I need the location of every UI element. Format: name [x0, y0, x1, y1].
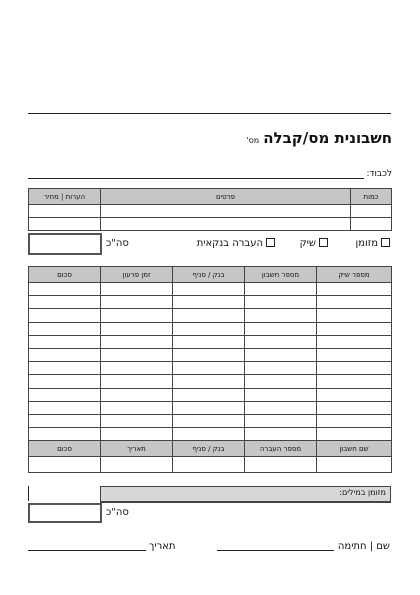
check-number-cell[interactable] [317, 401, 392, 414]
amount-cell[interactable] [29, 414, 101, 427]
col-header-transfer-bank-branch: בנק / סניף [173, 441, 245, 457]
col-header-due-date: זמן פרעון [101, 267, 173, 283]
bank-transfer-label: העברה בנקאית [196, 238, 263, 249]
amount-cell[interactable] [29, 335, 101, 348]
due-date-cell[interactable] [101, 309, 173, 322]
due-date-cell[interactable] [101, 322, 173, 335]
due-date-cell[interactable] [101, 283, 173, 296]
bank-transfer-checkbox[interactable] [266, 238, 275, 247]
table-row [29, 457, 392, 473]
amount-cell[interactable] [29, 283, 101, 296]
amount-cell[interactable] [29, 428, 101, 441]
payment-option-bank-transfer[interactable] [197, 238, 275, 249]
check-number-cell[interactable] [317, 375, 392, 388]
account-number-cell[interactable] [245, 348, 317, 361]
due-date-cell[interactable] [101, 296, 173, 309]
account-number-cell[interactable] [245, 457, 317, 473]
checks-table [28, 266, 392, 473]
bank-branch-cell[interactable] [173, 296, 245, 309]
recipient-field[interactable] [28, 178, 364, 179]
bank-branch-cell[interactable] [173, 283, 245, 296]
check-number-cell[interactable] [317, 388, 392, 401]
date-field[interactable] [28, 550, 146, 551]
col-header-amount: סכום [29, 267, 101, 283]
due-date-cell[interactable] [101, 348, 173, 361]
top-rule [28, 113, 391, 114]
document-title [246, 128, 392, 147]
check-number-cell[interactable] [317, 309, 392, 322]
bank-branch-cell[interactable] [173, 375, 245, 388]
account-number-cell[interactable] [245, 428, 317, 441]
cash-label: מזומן [355, 238, 378, 249]
table-row [29, 388, 392, 401]
due-date-cell[interactable] [101, 457, 173, 473]
account-number-cell[interactable] [245, 362, 317, 375]
due-date-cell[interactable] [101, 388, 173, 401]
table-row [29, 283, 392, 296]
account-number-cell[interactable] [245, 335, 317, 348]
amount-cell[interactable] [29, 388, 101, 401]
col-header-account-number: מספר חשבון [245, 267, 317, 283]
amount-cell[interactable] [29, 362, 101, 375]
amount-cell[interactable] [29, 322, 101, 335]
name-signature-label: שם | חתימה [337, 541, 390, 552]
check-checkbox[interactable] [319, 238, 328, 247]
account-number-cell[interactable] [245, 414, 317, 427]
check-number-cell[interactable] [317, 414, 392, 427]
bank-branch-cell[interactable] [173, 414, 245, 427]
name-signature-field[interactable] [217, 550, 334, 551]
details-cell[interactable] [101, 205, 351, 218]
due-date-cell[interactable] [101, 401, 173, 414]
table-row [29, 428, 392, 441]
col-header-notes-price: הערות | מחיר [29, 189, 101, 205]
col-header-account-name: שם חשבון [317, 441, 392, 457]
check-number-cell[interactable] [317, 362, 392, 375]
table-row [29, 375, 392, 388]
recipient-label: לכבוד: [366, 169, 392, 179]
check-number-cell[interactable] [317, 457, 392, 473]
bank-branch-cell[interactable] [173, 362, 245, 375]
table-row [29, 296, 392, 309]
check-number-cell[interactable] [317, 296, 392, 309]
account-number-cell[interactable] [245, 375, 317, 388]
due-date-cell[interactable] [101, 362, 173, 375]
table-row [29, 309, 392, 322]
quantity-cell[interactable] [351, 205, 392, 218]
account-number-cell[interactable] [245, 283, 317, 296]
bank-branch-cell[interactable] [173, 348, 245, 361]
payment-option-check[interactable] [300, 238, 328, 249]
total-box-2[interactable] [28, 503, 102, 523]
notes-price-cell[interactable] [29, 218, 101, 231]
account-number-cell[interactable] [245, 401, 317, 414]
bank-branch-cell[interactable] [173, 428, 245, 441]
items-table [28, 188, 392, 231]
col-header-transfer-date: תאריך [101, 441, 173, 457]
check-number-cell[interactable] [317, 348, 392, 361]
col-header-bank-branch: בנק / סניף [173, 267, 245, 283]
table-row [29, 401, 392, 414]
table-row [29, 414, 392, 427]
total-box[interactable] [28, 233, 102, 255]
bank-branch-cell[interactable] [173, 309, 245, 322]
details-cell[interactable] [101, 218, 351, 231]
col-header-transfer-number: מספר העברה [245, 441, 317, 457]
account-number-cell[interactable] [245, 322, 317, 335]
amount-cell[interactable] [29, 401, 101, 414]
check-number-cell[interactable] [317, 428, 392, 441]
account-number-cell[interactable] [245, 309, 317, 322]
amount-cell[interactable] [29, 296, 101, 309]
due-date-cell[interactable] [101, 428, 173, 441]
date-label: תאריך [149, 541, 176, 552]
table-row [29, 348, 392, 361]
bank-branch-cell[interactable] [173, 388, 245, 401]
col-header-transfer-amount: סכום [29, 441, 101, 457]
total-label-2: סה"כ [106, 507, 129, 518]
check-number-cell[interactable] [317, 335, 392, 348]
table-row [29, 362, 392, 375]
bank-branch-cell[interactable] [173, 322, 245, 335]
col-header-details: פרטים [101, 189, 351, 205]
table-row [29, 218, 392, 231]
cash-words-label: מזומן במילים: [339, 488, 386, 497]
notes-price-cell[interactable] [29, 205, 101, 218]
total-label: סה"כ [106, 238, 129, 249]
due-date-cell[interactable] [101, 414, 173, 427]
amount-cell[interactable] [29, 375, 101, 388]
bank-branch-cell[interactable] [173, 401, 245, 414]
amount-cell[interactable] [29, 348, 101, 361]
amount-cell[interactable] [29, 309, 101, 322]
amount-cell[interactable] [29, 457, 101, 473]
table-row [29, 335, 392, 348]
payment-option-cash[interactable] [356, 238, 391, 249]
page-title: חשבונית מס/קבלה [263, 129, 392, 147]
table-row [29, 322, 392, 335]
cash-checkbox[interactable] [381, 238, 390, 247]
col-header-check-number: מספר שיק [317, 267, 392, 283]
quantity-cell[interactable] [351, 218, 392, 231]
table-row [29, 205, 392, 218]
due-date-cell[interactable] [101, 375, 173, 388]
account-number-cell[interactable] [245, 296, 317, 309]
document-number-label: מס' [246, 136, 260, 145]
check-number-cell[interactable] [317, 322, 392, 335]
account-number-cell[interactable] [245, 388, 317, 401]
bank-branch-cell[interactable] [173, 335, 245, 348]
bank-branch-cell[interactable] [173, 457, 245, 473]
check-number-cell[interactable] [317, 283, 392, 296]
cash-words-left-border [28, 486, 29, 501]
col-header-quantity: כמות [351, 189, 392, 205]
due-date-cell[interactable] [101, 335, 173, 348]
check-label: שיק [299, 238, 316, 249]
